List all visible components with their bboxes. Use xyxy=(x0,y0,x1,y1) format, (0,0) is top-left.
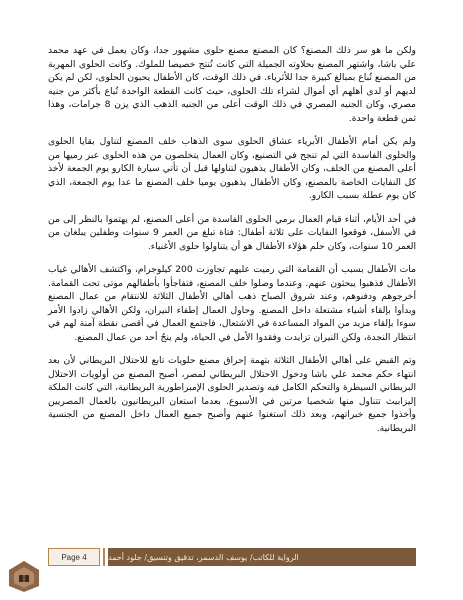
paragraph-1: ولكن ما هو سر ذلك المصنع؟ كان المصنع مصنع حلوى مشهور جدا، وكان يعمل في عهد محمد علي باشا، واشتهر المصنع بحلاوته الجميلة التي كانت تُنتج خصيصا للملوك. وكانت الحلوى المهربة من المصنع تُباع بمبالغ كبيرة جدا للأثرياء. في ذلك الوقت، كان الأطفال يحبون الحلوى، لكن لم يكن لديهم أو لدى أهلهم أي أموال لشراء تلك الحلوى، حيث كانت القطعة الواحدة تُباع بأكثر من جنيه مصري، وكان الجنيه المصري في ذلك الوقت أعلى من الجنيه الذهب الذي يزن 8 جرامات، وهذا ثمن قطعة واحدة. xyxy=(48,45,416,124)
paragraph-3: في أحد الأيام، أثناء قيام العمال برمي الحلوى الفاسدة من أعلى المصنع، لم يهتموا بالنظر إلى من في الأسفل، فوقعوا النفايات على ثلاثة أطفال: فتاة تبلغ من العمر 9 سنوات وطفلين يبلغان من العمر 10 سنوات، وكان حلم هؤلاء الأطفال هو أن يتناولوا حلوى الأغنياء. xyxy=(48,213,416,252)
book-library-icon xyxy=(6,558,42,594)
paragraph-5: وتم القبض على أهالي الأطفال الثلاثة بتهمة إحراق مصنع حلويات تابع للاحتلال البريطاني لأن بعد انتهاء حكم محمد علي باشا ودخول الاحتلال البريطاني لمصر، أصبح المصنع من أولويات الاحتلال البريطاني السيطرة والتحكم الكامل فيه وتصدير الحلوى الإمبراطورية البريطانية، التي كانت الملكة إليزابيث تتناول منها شخصيا مرتين في الأسبوع. بعدما استعان البريطانيون بالعمال المصريين وأخذوا جميع خبراتهم، وبعد ذلك استغنوا عنهم وأصبح جميع العمال داخل المصنع من الجنسية البريطانية. xyxy=(48,355,416,434)
paragraph-4: مات الأطفال بسبب أن القمامة التي رميت عليهم تجاوزت 200 كيلوجرام، واكتشف الأهالي غياب الأطفال فذهبوا يبحثون عنهم. وعندما وصلوا خلف المصنع، فتفاجأوا بأطفالهم موتى تحت القمامة. أخرجوهم ودفنوهم، وعند شروق الصباح ذهب أهالي الأطفال الثلاثة للانتقام من عمال المصنع وبدأوا بإلقاء أشياء مشتعلة داخل المصنع. وحاول العمال إطفاء النيران، ولكن الأهالي زادوا الأمر سوءا بإلقاء مزيد من المواد المساعدة في الاشتعال، فاجتمع العمال في أقصى نقطة آمنة لهم في انتظار النجدة، ولكن النيران تزايدت وفقدوا الأمل في الحياة، ولم ينجُ أحد من عمال المصنع. xyxy=(48,264,416,343)
body-text xyxy=(48,44,416,445)
footer-credit: الرواية للكاتب/ يوسف الدسمر، تدقيق وتنسيق/ جلود أحمد xyxy=(108,548,416,566)
paragraph-2: ولم يكن أمام الأطفال الأبرياء عشاق الحلوى سوى الذهاب خلف المصنع لتناول بقايا الحلوى والحلوى الفاسدة التي لم تنجح في التصنيع، وكان العمال يتخلصون من هذه الحلوى عبر رميها من أعلى المصنع من الخلف، وكان الأطفال يذهبون لتناولها قبل أن تأتي سيارة الكارو يوم الجمعة لأخذ كل النفايات الخاصة بالمصنع، وكان الأطفال يذهبون يوميا خلف المصنع ما عدا يوم الجمعة، الذي كان يوم عطلة بسبب الكارو. xyxy=(48,136,416,201)
footer-divider xyxy=(103,548,105,566)
page-number: Page 4 xyxy=(48,548,100,566)
page-footer xyxy=(48,548,416,566)
